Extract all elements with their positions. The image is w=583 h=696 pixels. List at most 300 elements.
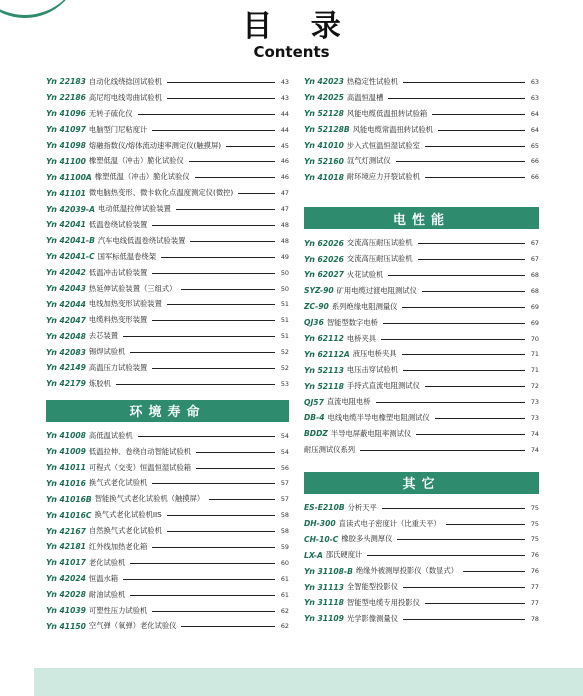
entry-title: 智能换气式老化试验机（触摸屏） [94,494,205,504]
leader-line [152,547,275,548]
leader-line [167,515,275,516]
toc-entry[interactable] [46,233,289,249]
model-code: 42048 [59,331,86,341]
toc-entry[interactable] [304,595,539,611]
entry-title: 高温恒温槽 [346,92,384,102]
entry-title: 智能型电缆专用投影仪 [346,597,420,607]
toc-entry[interactable] [304,531,539,547]
toc-entry[interactable] [46,539,289,555]
entry-title: 自然换气式老化试验机 [88,526,162,536]
entry-title: 热延伸试验装置（三组式） [88,283,177,293]
leader-line [167,531,275,532]
entry-title: 耐油试验机 [88,589,126,599]
model-code: 41016 [59,478,86,488]
section-heading-other: 其它 [304,472,539,494]
toc-entry[interactable] [46,122,289,138]
page-number: 46 [280,173,289,182]
leader-line [138,436,275,437]
brand-prefix: Yn [46,478,57,488]
page-number: 54 [280,447,289,456]
entry-title: 低温拉伸、卷绕自动智能试验机 [88,446,192,456]
entry-title: 汽车电线低温卷绕试验装置 [97,235,186,245]
toc-entry[interactable] [304,516,539,532]
leader-line [116,384,275,385]
toc-entry[interactable] [304,579,539,595]
entry-title: 炼胶机 [88,378,111,388]
model-code: 42041-B [59,236,95,246]
leader-line [376,402,525,403]
brand-prefix: Yn [46,236,57,246]
page-number: 78 [530,614,539,623]
toc-entry[interactable] [304,153,539,169]
toc-entry[interactable] [304,251,539,267]
leader-line [425,603,525,604]
page-number: 66 [530,173,539,182]
page-number: 53 [280,379,289,388]
model-code: 42041-C [59,252,95,262]
toc-entry[interactable] [304,299,539,315]
toc-entry[interactable] [46,328,289,344]
leader-line [152,130,275,131]
page-number: 44 [280,109,289,118]
brand-prefix: Yn [46,431,57,441]
model-code: 41150 [59,621,86,631]
toc-entry[interactable] [46,444,289,460]
model-code: 22186 [59,93,86,103]
brand-prefix: Yn [46,125,57,135]
brand-prefix: Yn [304,381,315,391]
toc-entry[interactable] [46,138,289,154]
model-code: 41008 [59,431,86,441]
entry-title: 矿用电缆过渡电阻测试仪 [336,285,417,295]
leader-line [195,177,275,178]
entry-title: 橡胶多头测厚仪 [341,534,393,544]
page-number: 61 [280,590,289,599]
brand-prefix: Yn [46,558,57,568]
page-number: 56 [280,463,289,472]
leader-line [161,257,275,258]
toc-entry[interactable] [46,507,289,523]
toc-entry[interactable] [46,603,289,619]
page-number: 51 [280,316,289,325]
toc-list-other [304,500,539,627]
model-code: 42024 [59,574,86,584]
left-column [46,74,289,634]
toc-entry[interactable] [46,571,289,587]
entry-title: 绝缘外被测厚投影仪（数显式） [355,566,459,576]
entry-title: 半导电屏蔽电阻率测试仪 [330,428,412,438]
brand-prefix: Yn [46,284,57,294]
model-code: 42083 [59,347,86,357]
model-code: 62027 [317,270,344,280]
entry-title: 低温冲击试验装置 [88,267,148,277]
page-number: 68 [530,286,539,295]
brand-prefix: Yn [304,125,315,135]
model-code: 41009 [59,447,86,457]
toc-entry[interactable] [304,138,539,154]
entry-title: 橡塑低温（冲击）脆化试验仪 [94,172,190,182]
entry-title: 液压电桥夹具 [352,349,397,359]
toc-list-continued [304,74,539,185]
page-number: 69 [530,302,539,311]
page-number: 67 [530,255,539,264]
model-code: DB-4 [304,413,325,423]
entry-title: 交流高压耐压试验机 [346,238,413,248]
page-number: 74 [530,429,539,438]
toc-entry[interactable] [46,555,289,571]
section-heading-electrical: 电性能 [304,207,539,229]
leader-line [435,418,525,419]
entry-title: 电线加热变形试验装置 [88,299,162,309]
leader-line [367,555,525,556]
leader-line [416,434,525,435]
entry-title: 电桥夹具 [346,333,377,343]
brand-prefix: Yn [304,566,315,576]
page-number: 62 [280,622,289,631]
page-number: 51 [280,332,289,341]
toc-entry[interactable] [46,106,289,122]
toc-entry[interactable] [46,376,289,392]
entry-title: 恒温水箱 [88,573,119,583]
toc-list-electrical [304,235,539,457]
leader-line [152,320,275,321]
leader-line [176,209,275,210]
page-number: 58 [280,511,289,520]
toc-entry[interactable] [304,611,539,627]
page-number: 43 [280,77,289,86]
title-chinese: 目 录 [242,9,355,44]
brand-prefix: Yn [46,315,57,325]
entry-title: 微电脑热变形、微卡软化点温度测定仪(微控) [88,188,234,198]
brand-prefix: Yn [46,204,57,214]
entry-title: 无转子硫化仪 [88,108,133,118]
toc-entry[interactable] [46,249,289,265]
brand-prefix: Yn [46,379,57,389]
model-code: 42047 [59,315,86,325]
toc-entry[interactable] [304,315,539,331]
toc-entry[interactable] [46,428,289,444]
model-code: 41017 [59,558,86,568]
entry-title: 邵氏硬度计 [325,550,363,560]
model-code: DH-300 [304,519,336,529]
page-number: 46 [280,157,289,166]
page-number: 61 [280,574,289,583]
page-number: 64 [530,109,539,118]
leader-line [189,161,275,162]
brand-prefix: Yn [304,77,315,87]
toc-entry[interactable] [304,346,539,362]
brand-prefix: Yn [46,363,57,373]
model-code: 52160 [317,156,344,166]
entry-title: 高低温试验机 [88,430,133,440]
footer-band [34,668,583,696]
brand-prefix: Yn [46,331,57,341]
entry-title: 氙气灯测试仪 [346,156,391,166]
entry-title: 步入式恒温恒湿试验室 [346,140,420,150]
leader-line [403,82,525,83]
toc-entry[interactable] [304,362,539,378]
toc-entry[interactable] [46,587,289,603]
entry-title: 橡塑低温（冲击）脆化试验仪 [88,156,184,166]
leader-line [388,275,525,276]
model-code: 31108-B [317,566,353,576]
page-number: 74 [530,445,539,454]
leader-line [422,291,525,292]
brand-prefix: Yn [46,109,57,119]
entry-title: 系列绝缘电阻测量仪 [331,301,398,311]
brand-prefix: Yn [304,93,315,103]
page-number: 76 [530,567,539,576]
leader-line [167,98,275,99]
entry-title: 低温卷绕试验装置 [88,219,148,229]
entry-title: 可塑性压力试验机 [88,605,148,615]
brand-prefix: Yn [46,606,57,616]
toc-entry[interactable] [46,169,289,185]
toc-entry[interactable] [304,378,539,394]
entry-title: 风能电缆低温扭转试验箱 [346,108,428,118]
toc-entry[interactable] [304,169,539,185]
leader-line [181,626,275,627]
model-code: ZC-90 [304,302,329,312]
entry-title: 国军标低温卷绕架 [97,251,157,261]
toc-entry[interactable] [304,547,539,563]
entry-title: 直读式电子密度计（比重天平） [338,518,441,528]
model-code: 42044 [59,299,86,309]
brand-prefix: Yn [304,614,315,624]
page-number: 71 [530,366,539,375]
page-number: 59 [280,542,289,551]
page-number: 72 [530,382,539,391]
toc-entry[interactable] [304,267,539,283]
entry-title: 光学影像测量仪 [346,613,398,623]
brand-prefix: Yn [46,299,57,309]
model-code: 41098 [59,141,86,150]
entry-title: 空气弹（氧弹）老化试验仪 [88,621,177,631]
toc-entry[interactable] [46,491,289,507]
page-number: 75 [530,535,539,544]
brand-prefix: Yn [304,254,315,264]
model-code: CH-10-C [304,534,339,544]
entry-title: 直流电阻电桥 [326,397,371,407]
toc-entry[interactable] [304,106,539,122]
brand-prefix: Yn [46,526,57,536]
toc-entry[interactable] [46,265,289,281]
brand-prefix: Yn [304,270,315,280]
model-code: 42041 [59,220,86,230]
leader-line [446,524,525,525]
model-code: 31118 [317,598,344,608]
leader-line [403,587,525,588]
entry-title: 换气式老化试验机 [88,478,148,488]
toc-entry[interactable] [304,90,539,106]
leader-line [403,619,525,620]
toc-entry[interactable] [46,153,289,169]
toc-entry[interactable] [304,442,539,458]
model-code: 41100 [59,156,86,166]
toc-entry[interactable] [46,90,289,106]
model-code: QJ57 [304,397,324,407]
brand-prefix: Yn [46,172,57,182]
model-code: 52128B [317,125,350,135]
toc-entry[interactable] [46,344,289,360]
page-number: 48 [280,236,289,245]
leader-line [463,571,525,572]
entry-title: 高温压力试验装置 [88,362,148,372]
leader-line [152,483,275,484]
leader-line [397,539,525,540]
model-code: 42043 [59,284,86,294]
model-code: 22183 [59,77,86,87]
model-code: 62112 [317,334,344,344]
section-heading-environment: 环境寿命 [46,400,289,422]
page-header [0,9,583,61]
model-code: 42042 [59,268,86,278]
toc-entry[interactable] [46,74,289,90]
brand-prefix: Yn [46,574,57,584]
entry-title: 电线电缆半导电橡塑电阻测试仪 [327,412,430,422]
model-code: 42167 [59,526,86,536]
model-code: 41100A [59,172,92,182]
toc-entry[interactable] [304,74,539,90]
page-number: 69 [530,318,539,327]
page-number: 52 [280,363,289,372]
model-code: 52113 [317,365,344,375]
brand-prefix: Yn [46,542,57,552]
brand-prefix: Yn [46,494,57,504]
model-code: 42025 [317,93,344,103]
brand-prefix: Yn [46,590,57,600]
leader-line [403,370,525,371]
brand-prefix: Yn [46,220,57,230]
page-number: 73 [530,413,539,422]
brand-prefix: Yn [304,141,315,150]
page-number: 54 [280,431,289,440]
leader-line [425,177,525,178]
toc-entry[interactable] [304,394,539,410]
brand-prefix: Yn [304,598,315,608]
toc-list-material [46,74,289,392]
toc-entry[interactable] [304,283,539,299]
page-number: 52 [280,348,289,357]
entry-title: 换气式老化试验机IIS [94,510,162,520]
toc-entry[interactable] [46,281,289,297]
entry-title: 电压击穿试验机 [346,365,398,375]
model-code: 42181 [59,542,86,552]
page-number: 77 [530,598,539,607]
toc-entry[interactable] [46,201,289,217]
toc-entry[interactable] [304,331,539,347]
toc-entry[interactable] [304,122,539,138]
brand-prefix: Yn [304,172,315,182]
leader-line [402,354,525,355]
leader-line [360,450,525,451]
toc-entry[interactable] [304,410,539,426]
leader-line [190,241,275,242]
page-number: 62 [280,606,289,615]
leader-line [152,273,275,274]
toc-entry[interactable] [304,563,539,579]
page-number: 70 [530,334,539,343]
entry-title: 交流高压耐压试验机 [346,254,413,264]
model-code: ES-E210B [304,503,345,513]
entry-title: 红外线加热老化箱 [88,541,148,551]
model-code: 62026 [317,238,344,248]
page-number: 73 [530,398,539,407]
toc-entry[interactable] [304,426,539,442]
leader-line [196,468,275,469]
leader-line [432,114,525,115]
toc-entry[interactable] [46,312,289,328]
entry-title: 耐环境应力开裂试验机 [346,172,420,182]
page-number: 47 [280,189,289,198]
entry-title: 电缆料热变形装置 [88,315,148,325]
leader-line [130,595,275,596]
toc-entry[interactable] [46,619,289,635]
page-number: 65 [530,141,539,150]
toc-list-environment [46,428,289,635]
leader-line [130,563,275,564]
model-code: 31113 [317,582,344,592]
toc-entry[interactable] [46,185,289,201]
toc-entry[interactable] [46,360,289,376]
leader-line [381,339,525,340]
entry-title: 热稳定性试验机 [346,76,398,86]
brand-prefix: Yn [46,141,57,150]
leader-line [196,452,275,453]
page-number: 75 [530,503,539,512]
page-number: 57 [280,495,289,504]
entry-title: 全智能型投影仪 [346,582,398,592]
brand-prefix: Yn [46,77,57,87]
brand-prefix: Yn [304,109,315,119]
leader-line [418,259,525,260]
entry-title: 老化试验机 [88,557,126,567]
leader-line [167,82,275,83]
toc-entry[interactable] [46,523,289,539]
entry-title: 手持式直流电阻测试仪 [346,381,420,391]
brand-prefix: Yn [46,252,57,262]
page-number: 76 [530,551,539,560]
toc-entry[interactable] [304,500,539,516]
leader-line [402,307,525,308]
leader-line [152,225,275,226]
toc-entry[interactable] [46,217,289,233]
page-number: 48 [280,220,289,229]
leader-line [152,611,275,612]
page-number: 60 [280,558,289,567]
brand-prefix: Yn [46,447,57,457]
page-number: 58 [280,527,289,536]
toc-entry[interactable] [46,475,289,491]
model-code: BDDZ [304,429,328,439]
leader-line [138,114,275,115]
model-code: 41101 [59,188,86,198]
entry-title: 自动化线绕捻回试验机 [88,76,162,86]
leader-line [425,386,525,387]
page-number: 64 [530,125,539,134]
model-code: 41010 [317,141,344,150]
entry-title: 熔融指数仪/熔体流动速率测定仪(触摸屏) [88,140,222,150]
toc-entry[interactable] [304,235,539,251]
leader-line [418,243,525,244]
brand-prefix: Yn [46,188,57,198]
page-number: 50 [280,268,289,277]
page-number: 63 [530,93,539,102]
toc-entry[interactable] [46,460,289,476]
entry-title: 智能型数字电桥 [326,317,378,327]
toc-entry[interactable] [46,296,289,312]
model-code: 42023 [317,77,344,87]
